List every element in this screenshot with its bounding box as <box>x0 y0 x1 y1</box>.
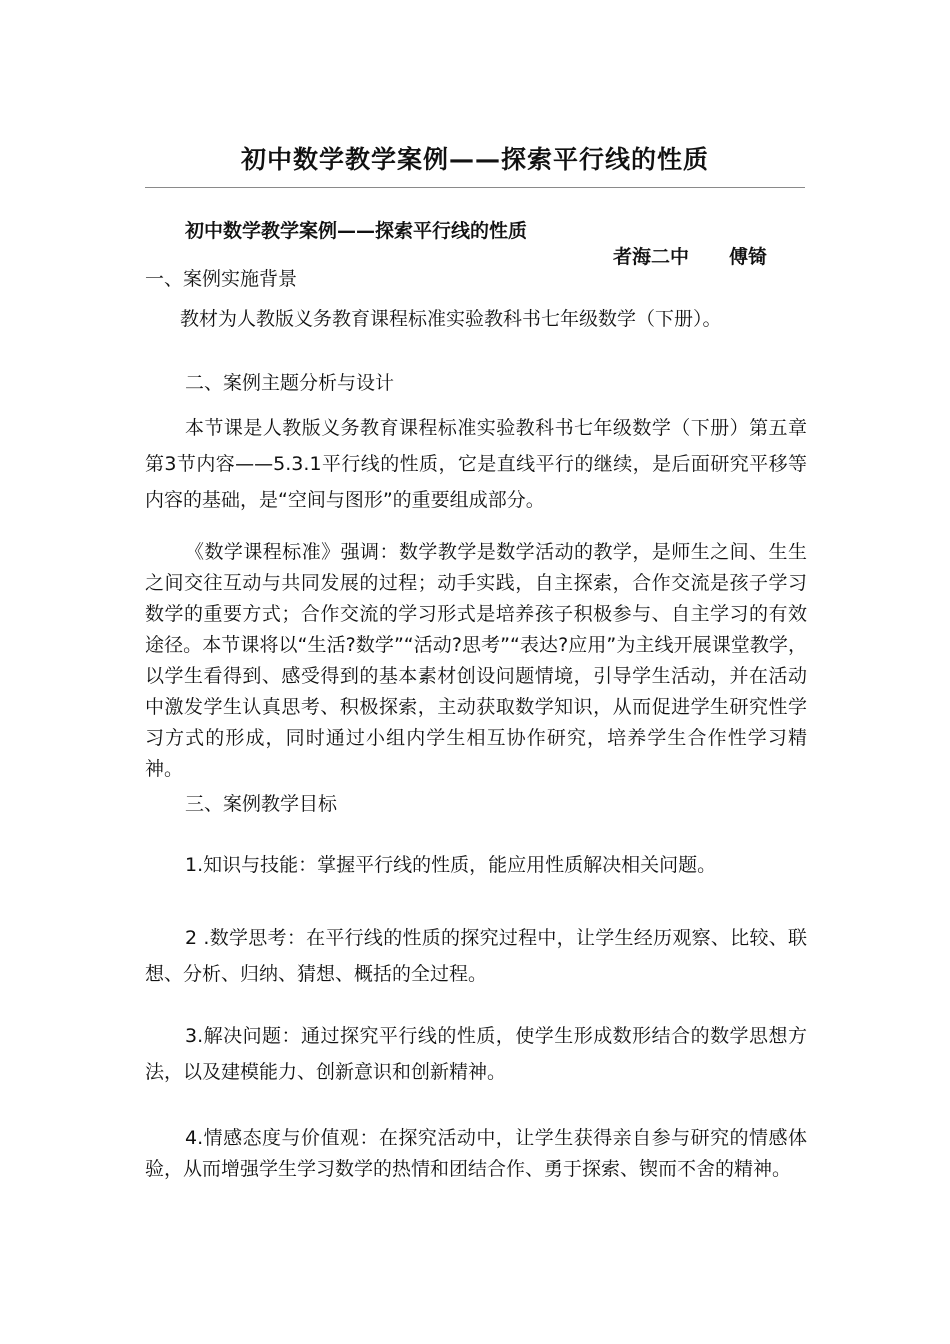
section-2-paragraph-1: 本节课是人教版义务教育课程标准实验教科书七年级数学（下册）第五章第3节内容——5.3.1平行线的性质，它是直线平行的继续，是后面研究平移等内容的基础，是“空间与图形”的重要组成部分。 <box>145 417 807 511</box>
author-line <box>613 242 767 269</box>
goal-3: 3.解决问题：通过探究平行线的性质，使学生形成数形结合的数学思想方法，以及建模能力、创新意识和创新精神。 <box>145 1025 807 1083</box>
section-2-paragraph-2: 《数学课程标准》强调：数学教学是数学活动的教学，是师生之间、生生之间交往互动与共同发展的过程；动手实践，自主探索，合作交流是孩子学习数学的重要方式；合作交流的学习形式是培养孩子积极参与、自主学习的有效途径。本节课将以“生活?数学”“活动?思考”“表达?应用”为主线开展课堂教学，以学生看得到、感受得到的基本素材创设问题情境，引导学生活动，并在活动中激发学生认真思考、积极探索，主动获取数学知识，从而促进学生研究性学习方式的形成，同时通过小组内学生相互协作研究，培养学生合作性学习精神。 <box>145 541 807 780</box>
author-name: 傅锜 <box>729 246 768 268</box>
goal-4: 4.情感态度与价值观：在探究活动中，让学生获得亲自参与研究的情感体验，从而增强学生学习数学的热情和团结合作、勇于探索、锲而不舍的精神。 <box>145 1127 807 1180</box>
title-divider <box>145 187 805 188</box>
section-1-body: 教材为人教版义务教育课程标准实验教科书七年级数学（下册）。 <box>180 308 722 330</box>
document-title: 初中数学教学案例——探索平行线的性质 <box>240 145 709 174</box>
goal-1: 1.知识与技能：掌握平行线的性质，能应用性质解决相关问题。 <box>185 854 717 876</box>
author-school: 者海二中 <box>613 246 690 268</box>
goal-2: 2 .数学思考：在平行线的性质的探究过程中，让学生经历观察、比较、联想、分析、归纳、猜想、概括的全过程。 <box>145 927 807 985</box>
section-1-heading: 一、案例实施背景 <box>145 268 298 290</box>
section-2-heading: 二、案例主题分析与设计 <box>185 372 395 394</box>
section-3-heading: 三、案例教学目标 <box>185 793 338 815</box>
document-subtitle: 初中数学教学案例——探索平行线的性质 <box>185 220 528 242</box>
